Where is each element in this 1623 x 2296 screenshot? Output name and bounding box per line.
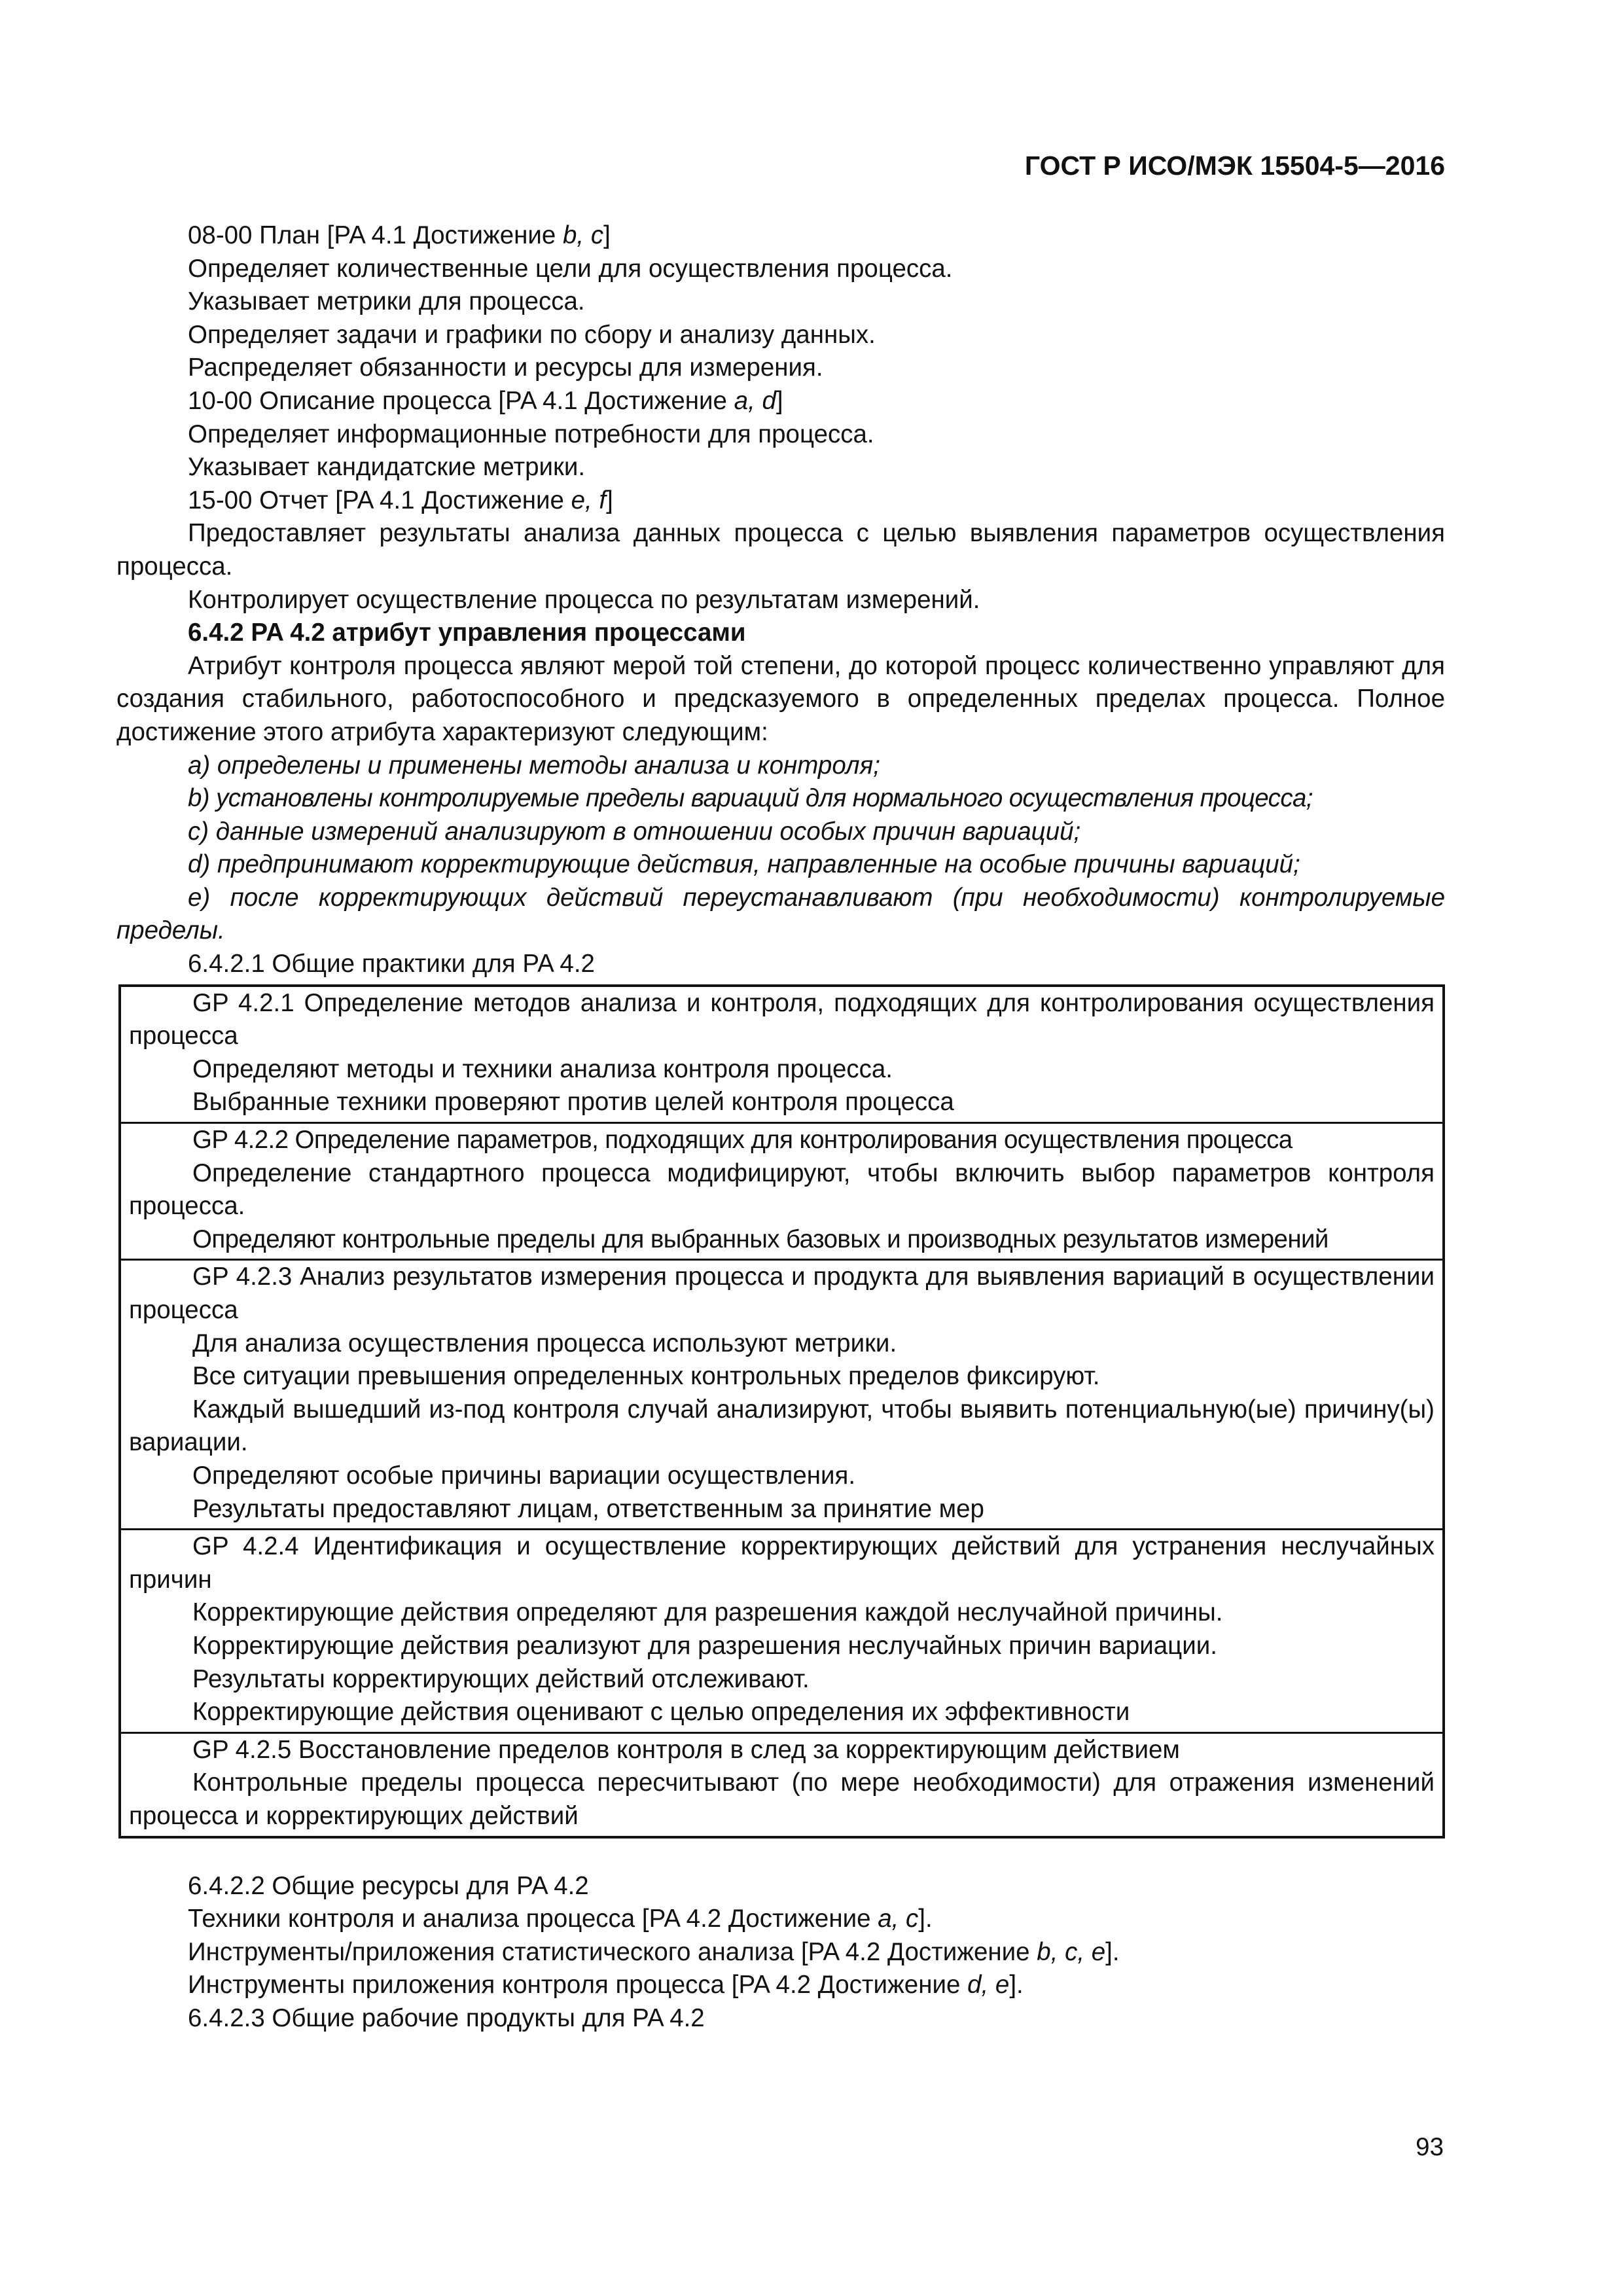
text-line: 08-00 План [PA 4.1 Достижение b, c] <box>188 221 611 249</box>
text-line: Определяет количественные цели для осуществления процесса. <box>188 254 953 283</box>
text-line: Инструменты приложения контроля процесса [PA 4.2 Достижение d, e]. <box>188 1971 1024 2000</box>
page-content <box>116 219 1445 2035</box>
subsection-heading: 6.4.2.3 Общие рабочие продукты для PA 4.2 <box>188 2003 705 2032</box>
practice-title: GP 4.2.5 Восстановление пределов контроля в след за корректирующим действием <box>192 1735 1180 1764</box>
list-item: a) определены и применены методы анализа и контроля; <box>188 751 880 780</box>
text-line: Инструменты/приложения статистического анализа [PA 4.2 Достижение b, c, e]. <box>188 1937 1120 1966</box>
practice-line: Определяют контрольные пределы для выбранных базовых и производных результатов измерений <box>192 1225 1329 1253</box>
practice-cell <box>121 1528 1442 1732</box>
text-paragraph: Предоставляет результаты анализа данных процесса с целью выявления параметров осуществления процесса. <box>116 519 1445 581</box>
text-line: Техники контроля и анализа процесса [PA 4.2 Достижение a, c]. <box>188 1905 933 1933</box>
text-line: Указывает кандидатские метрики. <box>188 453 586 482</box>
practice-line: Корректирующие действия определяют для разрешения каждой неслучайной причины. <box>192 1598 1223 1627</box>
practice-cell <box>121 1732 1442 1836</box>
section-heading: 6.4.2 PA 4.2 атрибут управления процессами <box>188 619 746 647</box>
list-item: d) предпринимают корректирующие действия, направленные на особые причины вариаций; <box>188 850 1300 879</box>
text-line: Определяет информационные потребности для процесса. <box>188 420 874 448</box>
list-item: c) данные измерений анализируют в отношении особых причин вариаций; <box>188 817 1081 846</box>
practice-title: GP 4.2.3 Анализ результатов измерения процесса и продукта для выявления вариаций в осуществлении процесса <box>129 1263 1435 1324</box>
practice-line: Определяют методы и техники анализа контроля процесса. <box>192 1054 893 1083</box>
subsection-heading: 6.4.2.2 Общие ресурсы для PA 4.2 <box>188 1871 589 1900</box>
practice-line: Для анализа осуществления процесса используют метрики. <box>192 1329 897 1357</box>
practice-cell <box>121 987 1442 1122</box>
resources-block <box>116 1870 1445 2036</box>
characteristics-list <box>116 749 1445 948</box>
practice-line: Результаты корректирующих действий отслеживают. <box>192 1664 810 1693</box>
practice-title: GP 4.2.1 Определение методов анализа и контроля, подходящих для контролирования осуществления процесса <box>129 988 1435 1050</box>
practice-line: Определяют особые причины вариации осуществления. <box>192 1461 856 1490</box>
document-header: ГОСТ Р ИСО/МЭК 15504-5—2016 <box>1024 151 1445 181</box>
practice-line: Каждый вышедший из-под контроля случай анализируют, чтобы выявить потенциальную(ые) причину(ы) вариации. <box>129 1395 1435 1457</box>
page-number: 93 <box>1416 2133 1444 2161</box>
practice-line: Корректирующие действия оценивают с целью определения их эффективности <box>192 1698 1130 1727</box>
practice-cell <box>121 1122 1442 1259</box>
practice-cell <box>121 1259 1442 1528</box>
text-line: 15-00 Отчет [PA 4.1 Достижение e, f] <box>188 486 613 514</box>
text-line: 10-00 Описание процесса [PA 4.1 Достижение a, d] <box>188 386 783 415</box>
text-line: Указывает метрики для процесса. <box>188 287 585 316</box>
practice-title: GP 4.2.4 Идентификация и осуществление корректирующих действий для устранения неслучайных причин <box>129 1532 1435 1594</box>
text-line: Определяет задачи и графики по сбору и анализу данных. <box>188 320 876 349</box>
practices-table <box>118 984 1445 1839</box>
practice-line: Корректирующие действия реализуют для разрешения неслучайных причин вариации. <box>192 1631 1217 1660</box>
intro-block <box>116 219 1445 617</box>
text-line: Контролирует осуществление процесса по результатам измерений. <box>188 585 980 614</box>
list-item: e) после корректирующих действий переустанавливают (при необходимости) контролируемые пределы. <box>116 883 1445 945</box>
section-paragraph: Атрибут контроля процесса являют мерой той степени, до которой процесс количественно управляют для создания стабильного, работоспособного и предсказуемого в определенных пределах процесса. Полное достижение этого атрибута характеризуют следующим: <box>116 651 1445 746</box>
subsection-heading: 6.4.2.1 Общие практики для PA 4.2 <box>188 950 595 978</box>
practice-line: Контрольные пределы процесса пересчитывают (по мере необходимости) для отражения изменений процесса и корректирующих действий <box>129 1768 1435 1830</box>
practice-title: GP 4.2.2 Определение параметров, подходящих для контролирования осуществления процесса <box>192 1126 1293 1155</box>
list-item: b) установлены контролируемые пределы вариаций для нормального осуществления процесса; <box>188 784 1313 813</box>
practice-line: Все ситуации превышения определенных контрольных пределов фиксируют. <box>192 1362 1100 1391</box>
practice-line: Результаты предоставляют лицам, ответственным за принятие мер <box>192 1494 984 1523</box>
practice-line: Выбранные техники проверяют против целей контроля процесса <box>192 1088 954 1117</box>
practice-line: Определение стандартного процесса модифицируют, чтобы включить выбор параметров контроля процесса. <box>129 1158 1435 1221</box>
text-line: Распределяет обязанности и ресурсы для измерения. <box>188 353 823 382</box>
